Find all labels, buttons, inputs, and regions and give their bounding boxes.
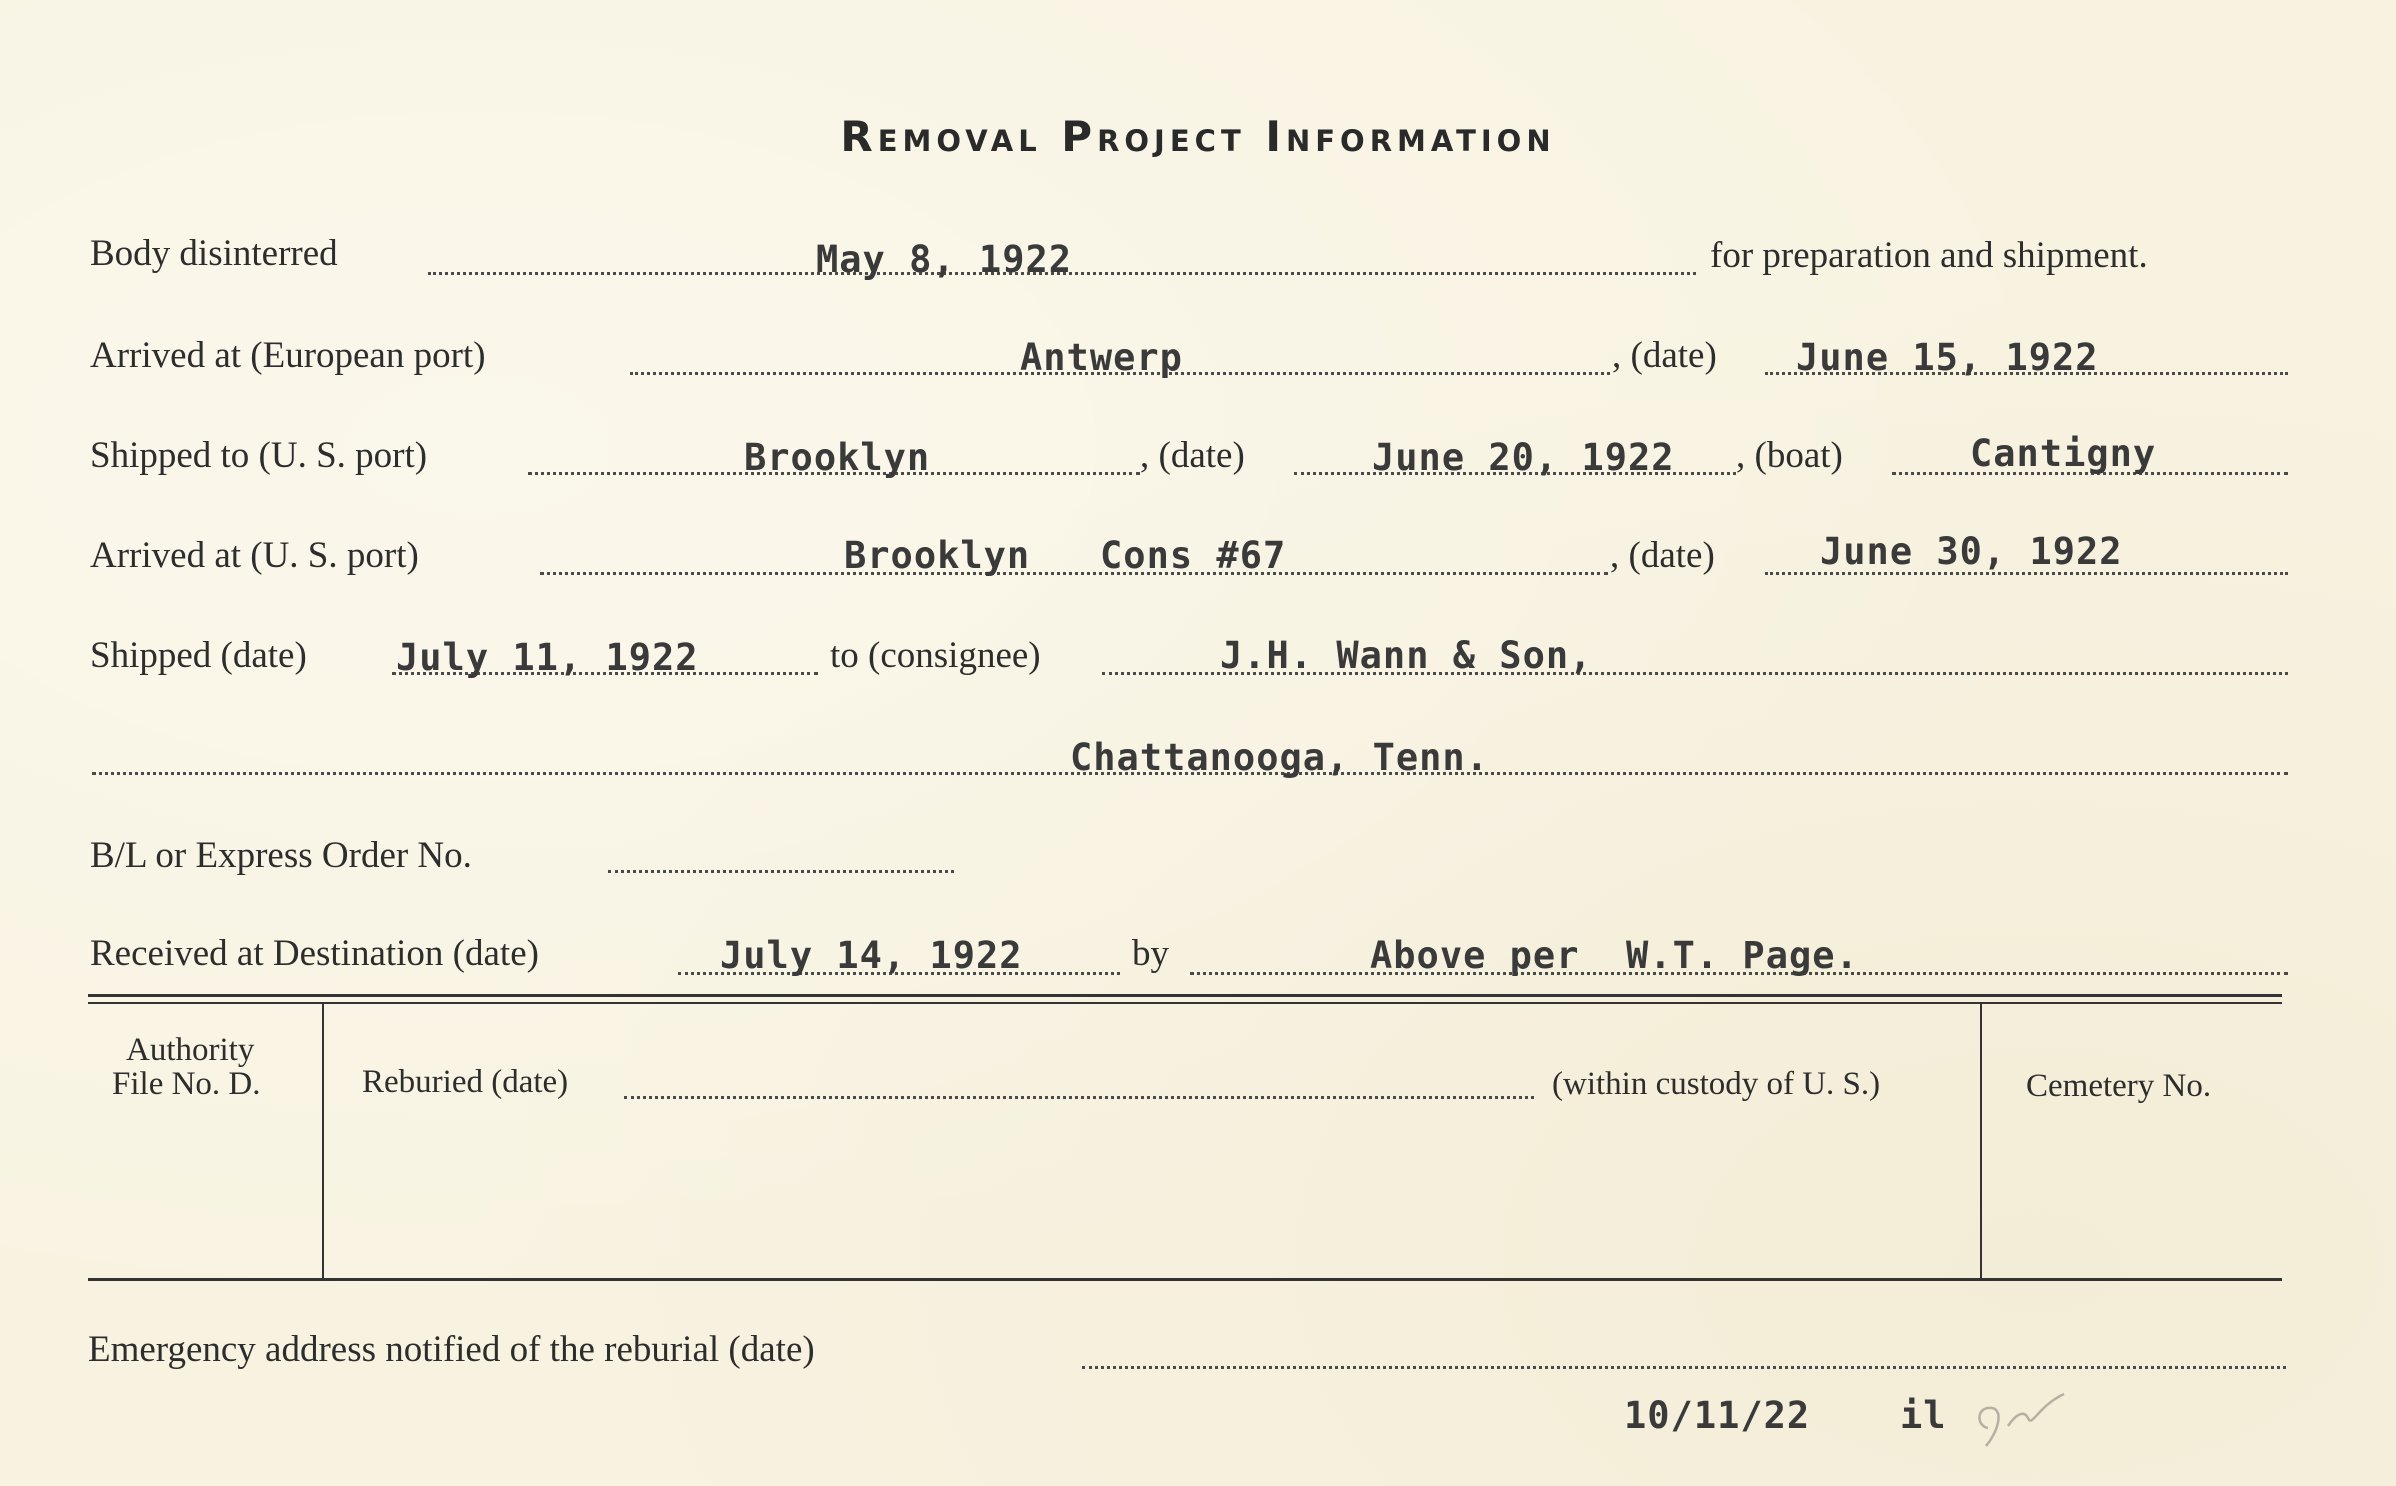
emergency-label: Emergency address notified of the reburial (date) — [88, 1329, 815, 1370]
card-title: Removal Project Information — [840, 112, 1556, 161]
emergency-line — [1082, 1366, 2286, 1369]
reburied-line — [624, 1096, 1534, 1099]
arrived-us-label: Arrived at (U. S. port) — [90, 535, 419, 576]
authority-divider — [322, 1004, 324, 1278]
shipped-date-value: July 11, 1922 — [396, 636, 699, 679]
cemetery-label: Cemetery No. — [2026, 1068, 2212, 1104]
shipped-us-label: Shipped to (U. S. port) — [90, 435, 428, 476]
section-rule-bottom — [88, 1278, 2282, 1281]
arrived-us-port: Brooklyn Cons #67 — [844, 534, 1287, 577]
consignee-label: to (consignee) — [830, 635, 1041, 676]
received-by-label: by — [1132, 933, 1169, 974]
shipped-us-boat: Cantigny — [1970, 432, 2157, 475]
authority-line1: Authority — [126, 1032, 255, 1068]
reburied-suffix: (within custody of U. S.) — [1552, 1066, 1881, 1102]
shipped-us-boat-label: , (boat) — [1736, 435, 1843, 476]
cemetery-divider — [1980, 1004, 1982, 1278]
shipped-us-date-label: , (date) — [1140, 435, 1245, 476]
reburied-label: Reburied (date) — [362, 1064, 569, 1100]
consignee-value: J.H. Wann & Son, — [1220, 634, 1593, 677]
shipped-us-date: June 20, 1922 — [1372, 436, 1675, 479]
handwritten-initials — [1968, 1388, 2078, 1458]
section-rule-top — [88, 994, 2282, 997]
section-rule-top-2 — [88, 1002, 2282, 1004]
received-by: Above per W.T. Page. — [1370, 934, 1859, 977]
footer-initials: il — [1900, 1394, 1947, 1437]
bl-order-line — [608, 870, 954, 873]
received-label: Received at Destination (date) — [90, 933, 539, 974]
shipped-us-port: Brooklyn — [744, 436, 931, 479]
footer-date: 10/11/22 — [1624, 1394, 1811, 1437]
arrived-european-port: Antwerp — [1020, 336, 1183, 379]
consignee-address: Chattanooga, Tenn. — [1070, 736, 1489, 779]
received-date: July 14, 1922 — [720, 934, 1023, 977]
arrived-european-label: Arrived at (European port) — [90, 335, 486, 376]
arrived-us-date-label: , (date) — [1610, 535, 1715, 576]
body-disinterred-value: May 8, 1922 — [816, 238, 1073, 281]
shipped-date-label: Shipped (date) — [90, 635, 307, 676]
arrived-us-date: June 30, 1922 — [1820, 530, 2123, 573]
body-disinterred-label: Body disinterred — [90, 233, 338, 274]
arrived-european-date: June 15, 1922 — [1796, 336, 2099, 379]
bl-order-label: B/L or Express Order No. — [90, 835, 472, 876]
arrived-european-date-label: , (date) — [1612, 335, 1717, 376]
body-disinterred-suffix: for preparation and shipment. — [1710, 235, 2148, 276]
authority-line2: File No. D. — [112, 1066, 261, 1102]
